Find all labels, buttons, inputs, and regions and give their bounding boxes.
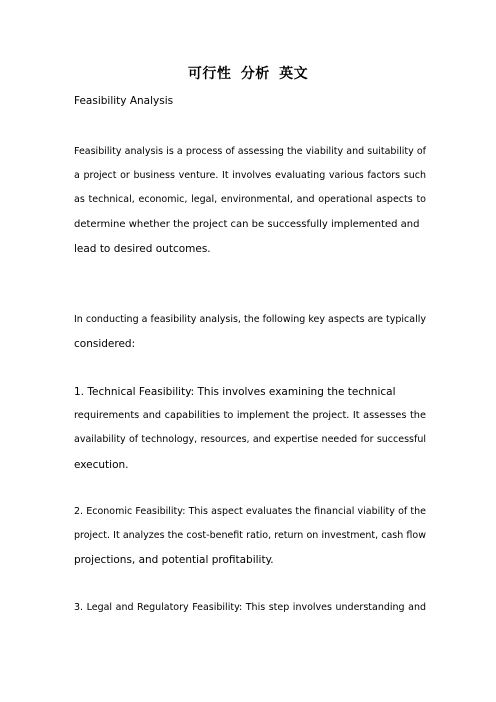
paragraph-line: 1. Technical Feasibility: This involves examining the technical — [74, 386, 396, 398]
paragraph-line: availability of technology, resources, and expertise needed for successful — [74, 434, 426, 446]
paragraph-line: requirements and capabilities to implement the project. It assesses the — [74, 410, 426, 422]
paragraph-line: projections, and potential profitability. — [74, 554, 274, 567]
paragraph-line: lead to desired outcomes. — [74, 242, 211, 255]
paragraph-line: determine whether the project can be successfully implemented and — [74, 218, 420, 230]
paragraph-line: project. It analyzes the cost-benefit ratio, return on investment, cash flow — [74, 530, 426, 542]
paragraph-line: execution. — [74, 458, 129, 471]
paragraph-line: In conducting a feasibility analysis, the following key aspects are typically — [74, 314, 426, 325]
document-subtitle: Feasibility Analysis — [74, 95, 174, 107]
paragraph-legal-feasibility — [74, 596, 426, 620]
paragraph-line: Feasibility analysis is a process of assessing the viability and suitability of — [74, 146, 426, 157]
paragraph-economic-feasibility — [74, 500, 426, 573]
paragraph-intro — [74, 140, 426, 261]
paragraph-technical-feasibility — [74, 380, 426, 477]
paragraph-line: as technical, economic, legal, environmental, and operational aspects to — [74, 194, 426, 206]
paragraph-line: considered: — [74, 338, 136, 351]
paragraph-line: a project or business venture. It involves evaluating various factors such — [74, 170, 426, 182]
document-title: 可行性 分析 英文 — [187, 66, 309, 82]
paragraph-line: 3. Legal and Regulatory Feasibility: This step involves understanding and — [74, 602, 426, 613]
paragraph-key-aspects — [74, 308, 426, 356]
paragraph-line: 2. Economic Feasibility: This aspect evaluates the financial viability of the — [74, 506, 426, 517]
